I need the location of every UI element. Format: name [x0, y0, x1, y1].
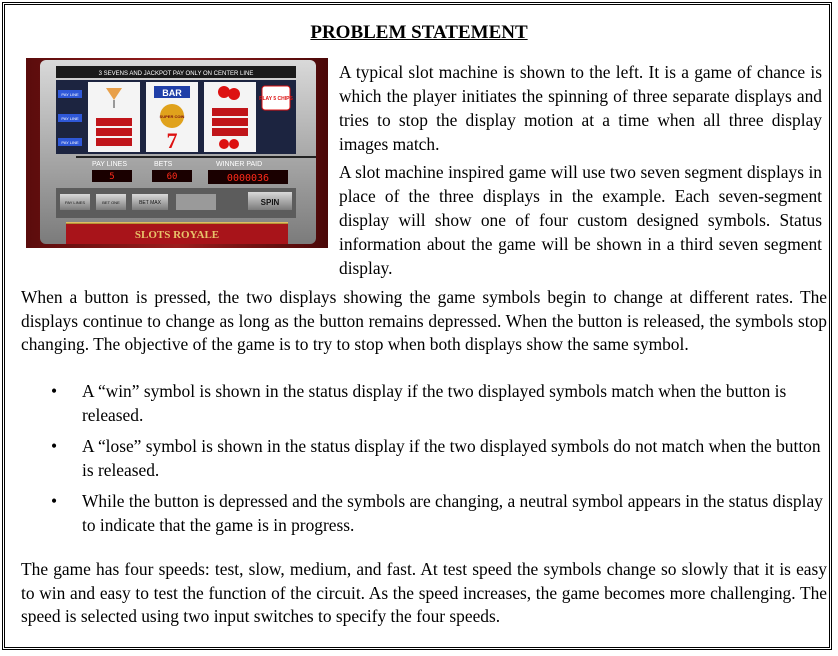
list-item: [21, 435, 827, 482]
final-paragraph: The game has four speeds: test, slow, medium, and fast. At test speed the symbols change so slowly that it is easy to win and easy to test the function of the circuit. As the speed increases, the game becomes more challenging. The speed is selected using two input switches to specify the four speeds.: [21, 559, 827, 626]
main-paragraph: When a button is pressed, the two displays showing the game symbols begin to change at different rates. The displays continue to change as long as the button remains depressed. When the button is released, the symbols stop changing. The objective of the game is to try to stop when both displays show the same symbol.: [21, 287, 827, 354]
top-banner-text: 3 SEVENS AND JACKPOT PAY ONLY ON CENTER LINE: [98, 71, 254, 77]
page-title: PROBLEM STATEMENT: [310, 22, 528, 43]
side-badge: PLAY 5 CHIPS: [259, 96, 293, 102]
bet-max-button-label: BET MAX: [139, 200, 161, 206]
slot-machine-illustration: [26, 58, 328, 248]
bullet-icon: •: [51, 491, 58, 511]
list-item: [21, 380, 827, 427]
cherry-icon: [218, 86, 230, 98]
bullet-section: [21, 380, 827, 545]
main-text: [21, 286, 827, 357]
bet-one-button-label: BET ONE: [102, 200, 120, 205]
bar-symbol: BAR: [162, 88, 182, 98]
intro-text: [339, 60, 822, 284]
intro-paragraph-2: A slot machine inspired game will use two seven segment displays in place of the three displays in the example. Each seven-segment display will show one of four custom designed symbols. Status information about the game will be shown in a third seven segment display.: [339, 162, 822, 278]
bets-value: 60: [166, 172, 178, 182]
pay-lines-label: PAY LINES: [92, 161, 128, 168]
bullet-icon: •: [51, 381, 58, 401]
list-item: [21, 490, 827, 537]
pay-lines-button-label: PAY LINES: [64, 200, 86, 205]
pay-line-tag-2: PAY LINE: [61, 116, 79, 121]
super-coin-label: SUPER COIN: [159, 114, 185, 119]
pay-line-tag-3: PAY LINE: [61, 140, 79, 145]
winner-paid-value: 0000036: [226, 173, 270, 184]
list-item-text: A “lose” symbol is shown in the status display if the two displayed symbols do not match when the button is released.: [82, 436, 821, 480]
bullet-icon: •: [51, 436, 58, 456]
slot-machine-image: [26, 58, 328, 248]
pay-lines-value: 5: [109, 172, 115, 182]
seven-icon: 7: [166, 128, 178, 153]
winner-paid-label: WINNER PAID: [216, 161, 263, 168]
bullet-list: [21, 380, 827, 537]
list-item-text: A “win” symbol is shown in the status display if the two displayed symbols match when the button is released.: [82, 381, 787, 425]
final-text: [21, 558, 827, 629]
list-item-text: While the button is depressed and the symbols are changing, a neutral symbol appears in the status display to indicate that the game is in progress.: [82, 491, 823, 535]
coin-slot: [176, 194, 216, 210]
spin-button-label: SPIN: [260, 198, 280, 207]
brand-text: SLOTS ROYALE: [134, 229, 220, 241]
pay-line-tag-1: PAY LINE: [61, 92, 79, 97]
bets-label: BETS: [154, 161, 173, 168]
intro-paragraph-1: A typical slot machine is shown to the left. It is a game of chance is which the player initiates the spinning of three separate displays and tries to stop the display motion at a time when all three display images match.: [339, 62, 822, 154]
